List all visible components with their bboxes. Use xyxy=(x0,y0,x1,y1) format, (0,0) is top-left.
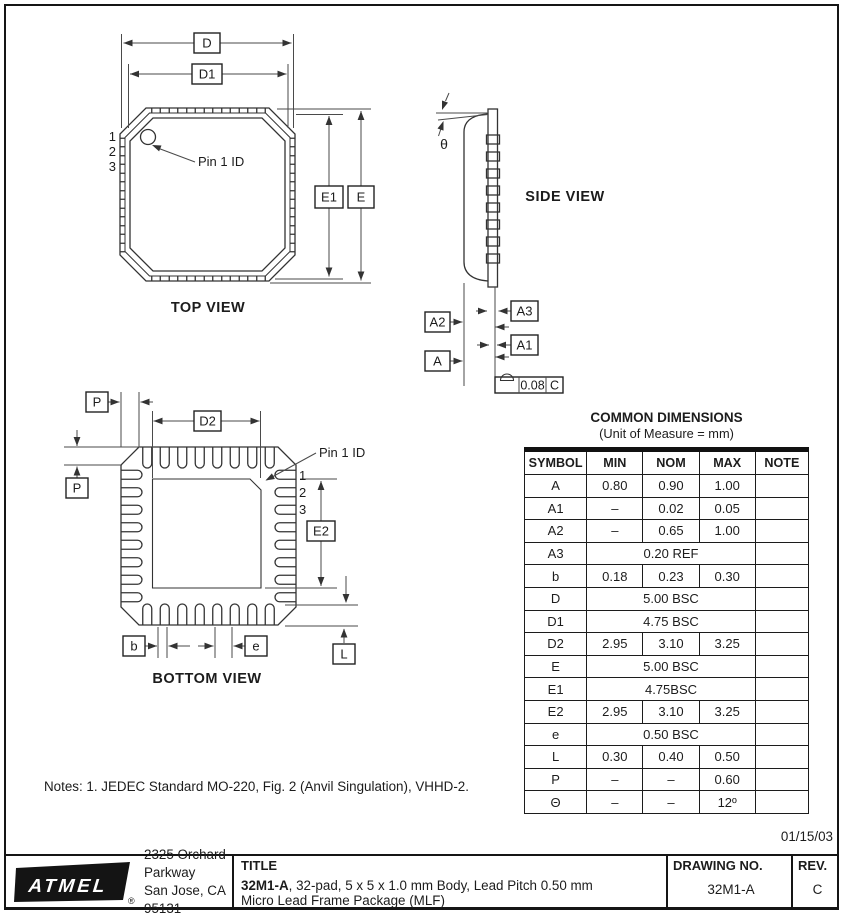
dim-arrowhead xyxy=(283,40,292,47)
dimensions-table-subtitle: (Unit of Measure = mm) xyxy=(599,426,734,441)
svg-text:D1: D1 xyxy=(198,66,216,82)
svg-text:A: A xyxy=(433,353,442,369)
max-cell: 0.60 xyxy=(699,768,755,791)
dimensions-table xyxy=(524,447,809,814)
nom-cell: – xyxy=(643,791,699,814)
theta-label: θ xyxy=(440,136,448,152)
value-cell: 0.50 BSC xyxy=(587,723,756,746)
svg-text:P: P xyxy=(92,394,102,410)
value-cell: 5.00 BSC xyxy=(587,655,756,678)
symbol-cell: A xyxy=(525,475,587,498)
dim-arrowhead xyxy=(169,643,178,650)
address-line-2: San Jose, CA 95131 xyxy=(144,883,226,916)
min-cell: – xyxy=(587,497,643,520)
dim-arrowhead xyxy=(499,308,508,315)
top-view xyxy=(109,33,374,316)
flatness-datum: C xyxy=(549,378,560,393)
dim-arrowhead xyxy=(74,437,81,446)
table-row xyxy=(525,791,809,814)
dim-arrowhead xyxy=(496,354,505,361)
dim-arrowhead xyxy=(454,358,463,365)
common-dimensions-section xyxy=(524,410,809,814)
table-row xyxy=(525,723,809,746)
svg-text:A3: A3 xyxy=(516,303,533,319)
bottom-view-caption: BOTTOM VIEW xyxy=(152,671,262,687)
table-header: SYMBOL xyxy=(525,450,587,475)
drawing-no-cell xyxy=(668,856,793,908)
nom-cell: 0.40 xyxy=(643,746,699,769)
max-cell: 1.00 xyxy=(699,475,755,498)
symbol-cell: A3 xyxy=(525,542,587,565)
table-row xyxy=(525,520,809,543)
svg-text:L: L xyxy=(340,646,348,662)
theta-lower-arrow xyxy=(438,121,444,131)
dim-arrowhead xyxy=(343,594,350,603)
dim-arrowhead xyxy=(326,268,333,277)
dim-arrowhead xyxy=(124,40,133,47)
flatness-tolerance: 0.08 xyxy=(520,378,545,393)
top-pin-number-3: 3 xyxy=(108,159,116,174)
bottom-pin-number-2: 2 xyxy=(299,485,307,500)
drawing-no-value: 32M1-A xyxy=(707,882,755,897)
min-cell: 0.30 xyxy=(587,746,643,769)
table-row xyxy=(525,700,809,723)
note-cell xyxy=(755,610,808,633)
nom-cell: – xyxy=(643,768,699,791)
dimensions-table-title: COMMON DIMENSIONS xyxy=(590,410,743,425)
dim-arrowhead xyxy=(496,324,505,331)
dim-label-D1 xyxy=(192,64,222,84)
top-pin-number-2: 2 xyxy=(108,144,116,159)
symbol-cell: A1 xyxy=(525,497,587,520)
dim-arrowhead xyxy=(74,467,81,476)
min-cell: 0.80 xyxy=(587,475,643,498)
symbol-cell: e xyxy=(525,723,587,746)
symbol-cell: Θ xyxy=(525,791,587,814)
dim-arrowhead xyxy=(478,308,487,315)
note-cell xyxy=(755,587,808,610)
address-line-1: 2325 Orchard Parkway xyxy=(144,847,226,880)
table-header: MIN xyxy=(587,450,643,475)
atmel-logo-text: ATMEL xyxy=(27,876,109,897)
bottom-pin1-leader-arrow xyxy=(266,473,275,480)
max-cell: 0.50 xyxy=(699,746,755,769)
drawing-title-part-number: 32M1-A xyxy=(241,878,289,893)
dim-label-E xyxy=(348,186,374,208)
top-view-lead-ticks xyxy=(120,108,295,281)
dim-arrowhead xyxy=(358,111,365,120)
value-cell: 4.75BSC xyxy=(587,678,756,701)
value-cell: 4.75 BSC xyxy=(587,610,756,633)
min-cell: 0.18 xyxy=(587,565,643,588)
table-row xyxy=(525,655,809,678)
max-cell: 0.30 xyxy=(699,565,755,588)
table-row xyxy=(525,565,809,588)
dim-label-D xyxy=(194,33,220,53)
symbol-cell: D xyxy=(525,587,587,610)
revision-date: 01/15/03 xyxy=(780,829,833,844)
table-row xyxy=(525,768,809,791)
dim-label-b xyxy=(123,636,145,656)
dim-arrowhead xyxy=(154,418,163,425)
min-cell: – xyxy=(587,520,643,543)
theta-upper-arrow xyxy=(442,101,448,111)
title-label: TITLE xyxy=(241,858,278,873)
symbol-cell: L xyxy=(525,746,587,769)
note-cell xyxy=(755,633,808,656)
rev-cell xyxy=(793,856,839,908)
top-pin1-id-label: Pin 1 ID xyxy=(198,154,245,169)
nom-cell: 0.23 xyxy=(643,565,699,588)
side-view-body xyxy=(488,109,498,287)
nom-cell: 0.02 xyxy=(643,497,699,520)
value-cell: 0.20 REF xyxy=(587,542,756,565)
dim-arrowhead xyxy=(251,418,260,425)
symbol-cell: E1 xyxy=(525,678,587,701)
svg-text:e: e xyxy=(252,638,260,654)
notes-text: Notes: 1. JEDEC Standard MO-220, Fig. 2 (Anvil Singulation), VHHD-2. xyxy=(44,779,469,794)
top-view-outer-outline xyxy=(120,108,295,281)
value-cell: 5.00 BSC xyxy=(587,587,756,610)
svg-text:D: D xyxy=(202,35,212,51)
dim-label-e xyxy=(245,636,267,656)
dim-label-A2 xyxy=(425,312,450,332)
top-view-inner-outline xyxy=(130,118,285,271)
table-header: NOTE xyxy=(755,450,808,475)
side-view-caption: SIDE VIEW xyxy=(525,189,605,205)
drawing-no-label: DRAWING NO. xyxy=(673,858,763,873)
dim-arrowhead xyxy=(205,643,214,650)
note-cell xyxy=(755,497,808,520)
note-cell xyxy=(755,678,808,701)
drawing-title-description: , 32-pad, 5 x 5 x 1.0 mm Body, Lead Pitch 0.50 mm xyxy=(288,878,593,893)
dim-arrowhead xyxy=(358,272,365,281)
dim-label-A3 xyxy=(511,301,538,321)
dim-arrowhead xyxy=(341,629,348,638)
pin1-id-mark xyxy=(141,130,156,145)
note-cell xyxy=(755,791,808,814)
dim-arrowhead xyxy=(130,71,139,78)
note-cell xyxy=(755,520,808,543)
svg-text:E1: E1 xyxy=(321,189,337,205)
dim-label-D2 xyxy=(194,411,221,431)
max-cell: 3.25 xyxy=(699,633,755,656)
note-cell xyxy=(755,768,808,791)
dim-arrowhead xyxy=(141,399,150,406)
table-header: MAX xyxy=(699,450,755,475)
table-row xyxy=(525,587,809,610)
table-row xyxy=(525,475,809,498)
svg-text:A1: A1 xyxy=(516,337,533,353)
bottom-pin1-id-label: Pin 1 ID xyxy=(319,445,366,460)
table-row xyxy=(525,633,809,656)
symbol-cell: P xyxy=(525,768,587,791)
svg-text:D2: D2 xyxy=(199,413,216,429)
top-pin-number-1: 1 xyxy=(108,129,116,144)
bottom-pin-number-1: 1 xyxy=(299,468,307,483)
max-cell: 0.05 xyxy=(699,497,755,520)
max-cell: 1.00 xyxy=(699,520,755,543)
dim-label-P-top xyxy=(86,392,108,412)
symbol-cell: A2 xyxy=(525,520,587,543)
symbol-cell: D1 xyxy=(525,610,587,633)
max-cell: 12º xyxy=(699,791,755,814)
max-cell: 3.25 xyxy=(699,700,755,723)
nom-cell: 3.10 xyxy=(643,633,699,656)
dim-arrowhead xyxy=(234,643,243,650)
atmel-logo xyxy=(12,859,136,905)
min-cell: 2.95 xyxy=(587,700,643,723)
title-block xyxy=(6,847,839,916)
dim-arrowhead xyxy=(148,643,157,650)
note-cell xyxy=(755,565,808,588)
dim-label-E1 xyxy=(315,186,343,208)
table-row xyxy=(525,746,809,769)
svg-text:E: E xyxy=(356,189,366,205)
company-address xyxy=(144,846,232,918)
registered-mark: ® xyxy=(128,896,135,906)
flatness-callout xyxy=(495,374,563,393)
bottom-view-center-pad xyxy=(153,479,262,588)
top-view-mid-outline xyxy=(125,113,290,276)
svg-text:P: P xyxy=(72,480,82,496)
table-header: NOM xyxy=(643,450,699,475)
side-view-body-outline xyxy=(464,114,488,281)
drawing-title xyxy=(241,878,664,908)
symbol-cell: E2 xyxy=(525,700,587,723)
bottom-view xyxy=(64,392,365,687)
symbol-cell: E xyxy=(525,655,587,678)
bottom-view-pads xyxy=(121,447,296,625)
top-view-caption: TOP VIEW xyxy=(170,300,246,316)
note-cell xyxy=(755,723,808,746)
nom-cell: 3.10 xyxy=(643,700,699,723)
dim-arrowhead xyxy=(318,577,325,586)
table-row xyxy=(525,542,809,565)
table-row xyxy=(525,678,809,701)
nom-cell: 0.65 xyxy=(643,520,699,543)
company-cell xyxy=(6,847,234,916)
pin1-leader-arrow xyxy=(152,145,162,151)
symbol-cell: D2 xyxy=(525,633,587,656)
svg-text:E2: E2 xyxy=(313,523,329,539)
table-row xyxy=(525,497,809,520)
min-cell: – xyxy=(587,791,643,814)
svg-text:b: b xyxy=(130,638,138,654)
note-cell xyxy=(755,746,808,769)
svg-text:A2: A2 xyxy=(429,314,446,330)
dim-label-A1 xyxy=(511,335,538,355)
dim-arrowhead xyxy=(497,342,506,349)
dim-arrowhead xyxy=(326,116,333,125)
table-header-row xyxy=(525,450,809,475)
dim-arrowhead xyxy=(318,481,325,490)
rev-value: C xyxy=(812,882,823,897)
side-view xyxy=(425,93,605,393)
drawing-title-line2: Micro Lead Frame Package (MLF) xyxy=(241,893,445,908)
title-cell xyxy=(234,856,668,908)
symbol-cell: b xyxy=(525,565,587,588)
note-cell xyxy=(755,655,808,678)
dim-label-E2 xyxy=(307,521,335,541)
rev-label: REV. xyxy=(798,858,828,873)
note-cell xyxy=(755,475,808,498)
note-cell xyxy=(755,542,808,565)
min-cell: 2.95 xyxy=(587,633,643,656)
dim-arrowhead xyxy=(111,399,120,406)
dim-arrowhead xyxy=(278,71,287,78)
dim-label-A xyxy=(425,351,450,371)
dim-label-P-left xyxy=(66,478,88,498)
bottom-view-outline xyxy=(121,447,296,625)
dim-label-L xyxy=(333,644,355,664)
note-cell xyxy=(755,700,808,723)
top-view-dim-lines xyxy=(122,34,372,283)
dim-arrowhead xyxy=(454,319,463,326)
nom-cell: 0.90 xyxy=(643,475,699,498)
dim-arrowhead xyxy=(480,342,489,349)
table-row xyxy=(525,610,809,633)
bottom-pin-number-3: 3 xyxy=(299,502,307,517)
min-cell: – xyxy=(587,768,643,791)
